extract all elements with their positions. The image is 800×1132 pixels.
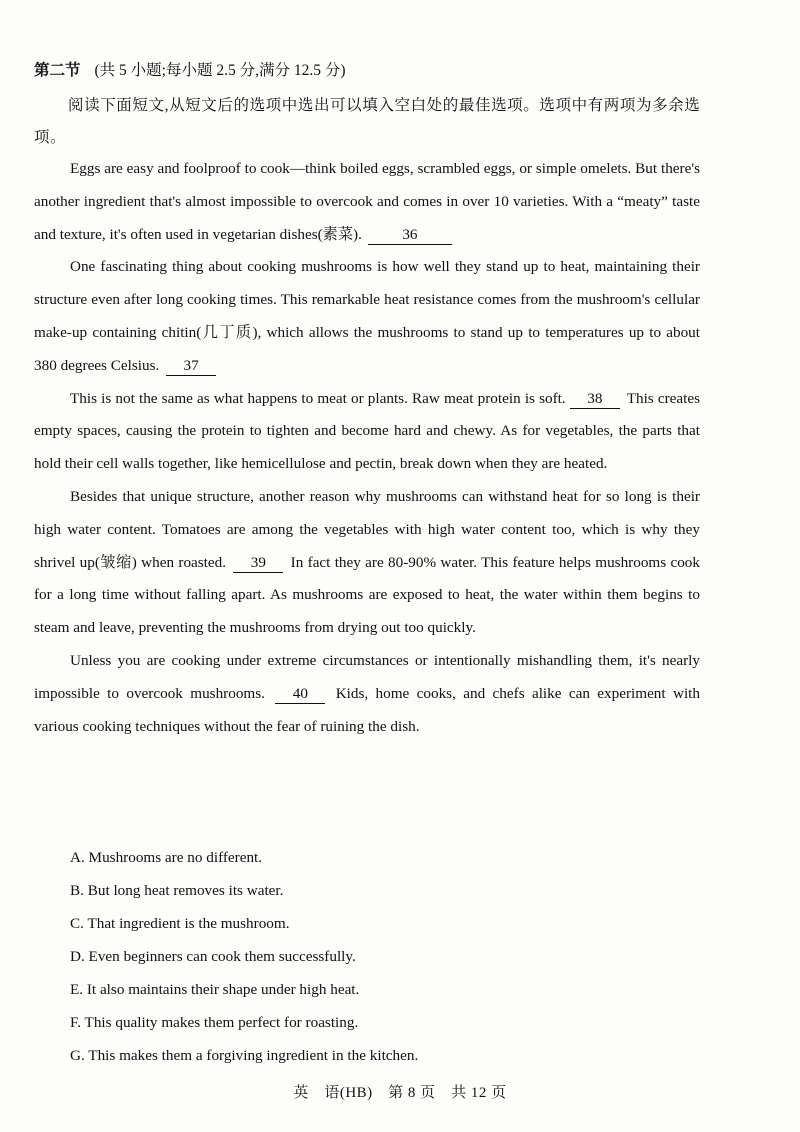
paragraph-4 bbox=[34, 481, 700, 645]
paragraph-text: In fact they are 80-90% water. This feature helps mushrooms cook for a long time without falling apart. As mushrooms are exposed to heat, the water within them begins to steam and leave, preventing the mushrooms from drying out too quickly. bbox=[34, 553, 700, 637]
section-title: 第二节 bbox=[34, 62, 81, 79]
option-g: G. This makes them a forgiving ingredient in the kitchen. bbox=[70, 1047, 419, 1064]
paragraph-2 bbox=[34, 251, 700, 382]
paragraph-text: Besides that unique structure, another reason why mushrooms can withstand heat for so long is their high water content. Tomatoes are among the vegetables with high water content too, which is why they shrivel up(皱缩) when roasted. bbox=[34, 487, 700, 571]
paragraph-text: This is not the same as what happens to meat or plants. Raw meat protein is soft. bbox=[70, 389, 566, 407]
option-e: E. It also maintains their shape under high heat. bbox=[70, 981, 360, 998]
paragraph-text: Eggs are easy and foolproof to cook—think boiled eggs, scrambled eggs, or simple omelets. But there's another ingredient that's almost impossible to overcook and comes in over 10 varieties. With a “meaty” taste and texture, it's often used in vegetarian dishes(素菜). bbox=[34, 160, 700, 243]
blank-36: 36 bbox=[368, 226, 452, 245]
blank-39: 39 bbox=[233, 554, 283, 573]
option-d: D. Even beginners can cook them successfully. bbox=[70, 948, 356, 965]
passage bbox=[34, 153, 700, 743]
paragraph-3 bbox=[34, 383, 700, 481]
paragraph-1 bbox=[34, 153, 700, 251]
paragraph-text: This creates empty spaces, causing the protein to tighten and become hard and chewy. As for vegetables, the parts that hold their cell walls together, like hemicellulose and pectin, break down when they are heated. bbox=[34, 389, 701, 473]
option-b: B. But long heat removes its water. bbox=[70, 882, 284, 899]
paragraph-text: Kids, home cooks, and chefs alike can experiment with various cooking techniques without the fear of ruining the dish. bbox=[34, 684, 700, 735]
section-header bbox=[34, 60, 346, 82]
paragraph-text: One fascinating thing about cooking mushrooms is how well they stand up to heat, maintaining their structure even after long cooking times. This remarkable heat resistance comes from the mushroom's cellular make-up containing chitin(几丁质), which allows the mushrooms to stand up to temperatures up to about 380 degrees Celsius. bbox=[34, 258, 700, 374]
blank-37: 37 bbox=[166, 357, 216, 376]
instructions: 阅读下面短文,从短文后的选项中选出可以填入空白处的最佳选项。选项中有两项为多余选项。 bbox=[34, 97, 701, 146]
option-f: F. This quality makes them perfect for roasting. bbox=[70, 1014, 359, 1031]
page-footer: 英 语(HB) 第 8 页 共 12 页 bbox=[293, 1085, 507, 1101]
option-c: C. That ingredient is the mushroom. bbox=[70, 915, 290, 932]
paragraph-text: Unless you are cooking under extreme circumstances or intentionally mishandling them, it's nearly impossible to overcook mushrooms. bbox=[34, 651, 700, 702]
option-a: A. Mushrooms are no different. bbox=[70, 849, 263, 866]
options-list bbox=[70, 841, 700, 1072]
blank-40: 40 bbox=[275, 685, 325, 704]
blank-38: 38 bbox=[570, 390, 620, 409]
paragraph-5 bbox=[34, 645, 700, 743]
section-info: (共 5 小题;每小题 2.5 分,满分 12.5 分) bbox=[94, 62, 346, 79]
